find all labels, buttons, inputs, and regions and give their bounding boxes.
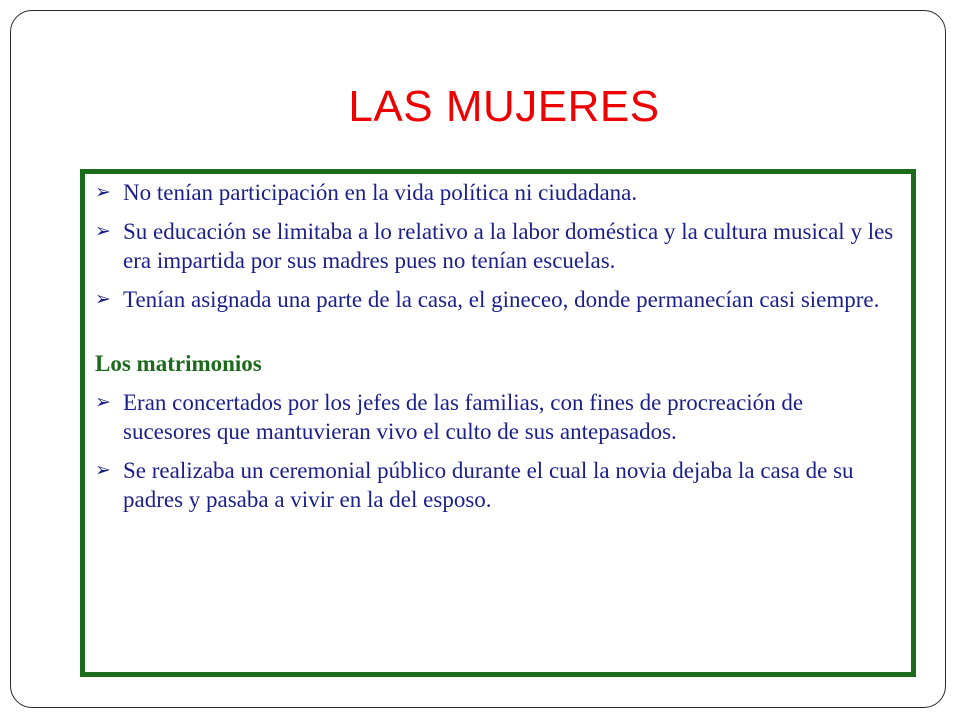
arrow-bullet-icon: ➢ — [95, 392, 111, 413]
bullet-text: Tenían asignada una parte de la casa, el gineceo, donde permanecían casi siempre. — [123, 287, 880, 312]
bullet-item — [95, 456, 897, 514]
arrow-bullet-icon: ➢ — [95, 289, 111, 310]
bullet-item — [95, 178, 897, 207]
section-spacer — [95, 324, 897, 349]
bullet-item — [95, 217, 897, 275]
arrow-bullet-icon: ➢ — [95, 182, 111, 203]
bullet-text: No tenían participación en la vida política ni ciudadana. — [123, 180, 638, 205]
content-box — [80, 169, 916, 677]
section-subheading: Los matrimonios — [95, 351, 262, 376]
bullet-text: Se realizaba un ceremonial público durante el cual la novia dejaba la casa de su padres y pasaba a vivir en la del esposo. — [123, 458, 854, 512]
bullet-text: Su educación se limitaba a lo relativo a la labor doméstica y la cultura musical y les era impartida por sus madres pues no tenían escuelas. — [123, 219, 894, 273]
slide-title: LAS MUJERES — [348, 82, 660, 131]
bullet-item — [95, 388, 897, 446]
bullet-item — [95, 285, 897, 314]
arrow-bullet-icon: ➢ — [95, 460, 111, 481]
arrow-bullet-icon: ➢ — [95, 221, 111, 242]
bullet-text: Eran concertados por los jefes de las familias, con fines de procreación de sucesores que mantuvieran vivo el culto de sus antepasados. — [123, 390, 804, 444]
